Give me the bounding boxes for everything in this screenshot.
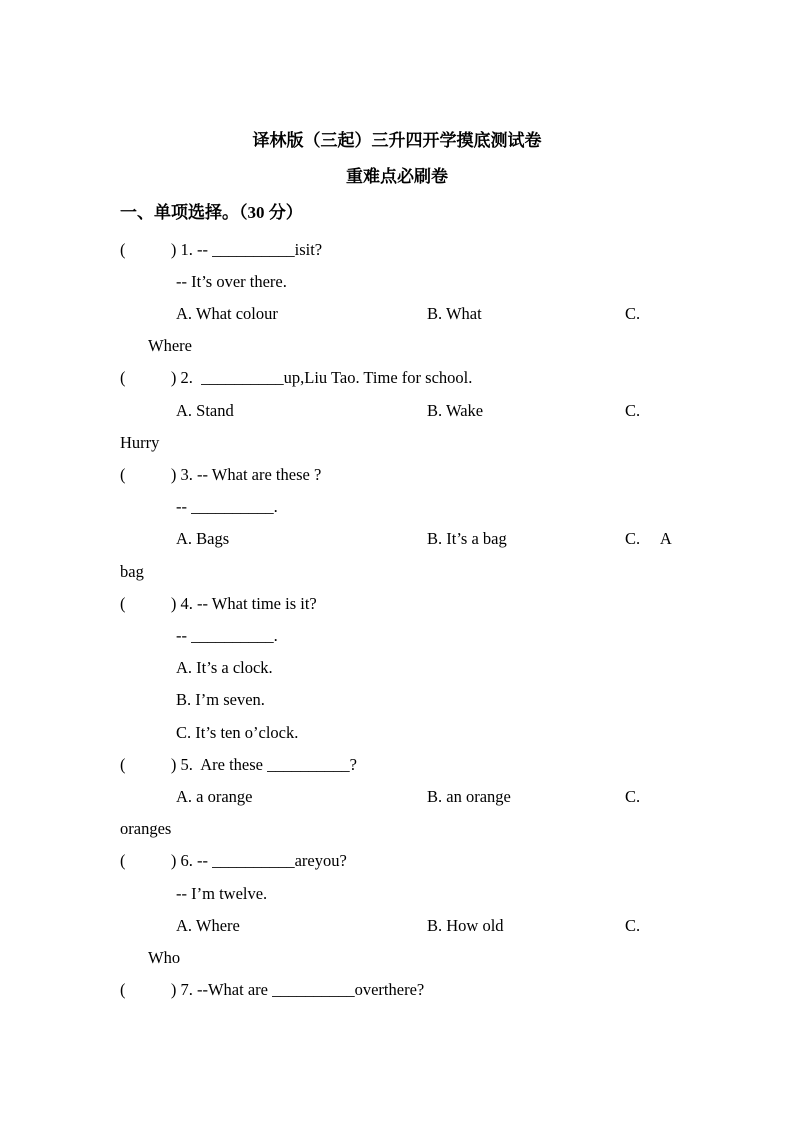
question-4-option-b: B. I’m seven. bbox=[176, 690, 265, 709]
question-6-option-a: A. Where bbox=[176, 916, 240, 935]
question-6-option-c: C. bbox=[625, 916, 641, 935]
question-1-reply: -- It’s over there. bbox=[176, 272, 287, 291]
question-4-option-a: A. It’s a clock. bbox=[176, 658, 273, 677]
question-5-option-a: A. a orange bbox=[176, 787, 253, 806]
question-1-stem: ( ) 1. -- __________isit? bbox=[120, 240, 323, 259]
question-6-stem: ( ) 6. -- __________areyou? bbox=[120, 851, 347, 870]
question-6-reply: -- I’m twelve. bbox=[176, 884, 268, 903]
question-5-option-c-text: oranges bbox=[120, 819, 172, 838]
page-title: 译林版（三起）三升四开学摸底测试卷 bbox=[252, 131, 542, 150]
question-3-option-b: B. It’s a bag bbox=[427, 529, 507, 548]
question-2-stem: ( ) 2. __________up,Liu Tao. Time for school. bbox=[120, 368, 473, 387]
question-1-option-b: B. What bbox=[427, 304, 482, 323]
question-6-option-c-text: Who bbox=[148, 948, 181, 967]
question-4-option-c: C. It’s ten o’clock. bbox=[176, 723, 299, 742]
question-3-stem: ( ) 3. -- What are these ? bbox=[120, 465, 322, 484]
question-7-stem: ( ) 7. --What are __________overthere? bbox=[120, 980, 425, 999]
question-1-option-c: C. bbox=[625, 304, 641, 323]
page-subtitle: 重难点必刷卷 bbox=[346, 167, 448, 186]
question-6-option-b: B. How old bbox=[427, 916, 504, 935]
question-5-option-b: B. an orange bbox=[427, 787, 511, 806]
question-3-option-c: C. A bbox=[625, 529, 672, 548]
question-2-option-a: A. Stand bbox=[176, 401, 234, 420]
section-heading: 一、单项选择。（30 分） bbox=[120, 203, 303, 222]
question-2-option-c-text: Hurry bbox=[120, 433, 160, 452]
question-2-option-b: B. Wake bbox=[427, 401, 484, 420]
question-4-reply: -- __________. bbox=[176, 626, 278, 645]
question-1-option-a: A. What colour bbox=[176, 304, 278, 323]
question-2-option-c: C. bbox=[625, 401, 641, 420]
question-5-option-c: C. bbox=[625, 787, 641, 806]
question-3-option-a: A. Bags bbox=[176, 529, 230, 548]
question-4-stem: ( ) 4. -- What time is it? bbox=[120, 594, 317, 613]
question-3-reply: -- __________. bbox=[176, 497, 278, 516]
question-5-stem: ( ) 5. Are these __________? bbox=[120, 755, 357, 774]
question-1-option-c-text: Where bbox=[148, 336, 192, 355]
question-3-option-c-text: bag bbox=[120, 562, 144, 581]
